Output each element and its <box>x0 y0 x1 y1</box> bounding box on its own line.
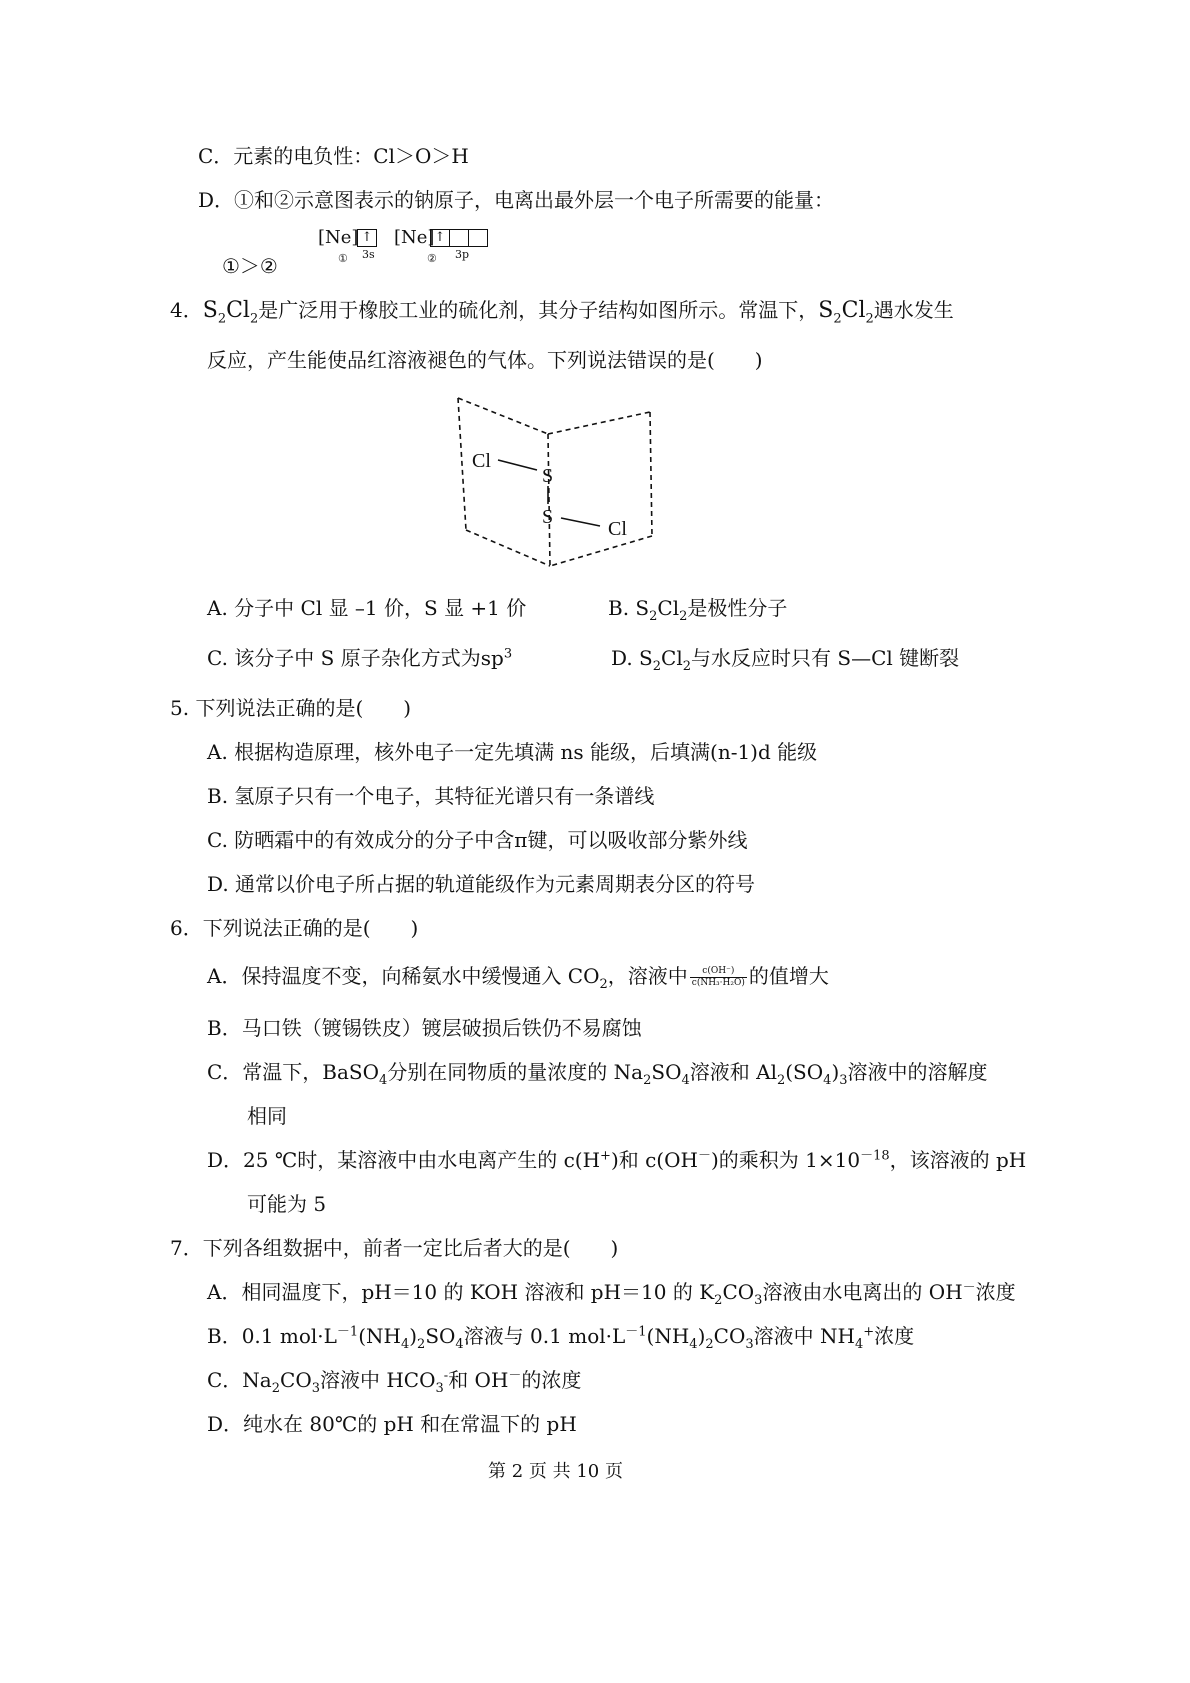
q6-option-c-line2: 相同 <box>247 1104 287 1128</box>
q7-option-b: B．0.1 $mol\cdot L^{-1}(NH_4)_2SO_4$溶液与 0.1 $mol\cdot L^{-1}(NH_4)_2CO_3$溶液中 $NH_4^+$浓度 <box>207 1324 915 1352</box>
q7-option-d: D．纯水在 80℃的 pH 和在常温下的 pH <box>207 1412 577 1436</box>
bond-s-cl-bottom <box>561 518 600 526</box>
atom-cl-right: Cl <box>608 518 627 540</box>
q5-option-c: C. 防晒霜中的有效成分的分子中含π键，可以吸收部分紫外线 <box>207 828 748 852</box>
orbital-box-3s: ↑ <box>357 229 377 247</box>
q7-option-c: C．$Na_2CO_3$溶液中 $HCO_3^-$和 OH－的浓度 <box>207 1368 582 1396</box>
q6-option-c: C．常温下，BaSO$_4$分别在同物质的量浓度的 $Na_2SO_4$溶液和 $Al_2(SO_4)_3$溶液中的溶解度 <box>207 1060 988 1088</box>
q6-option-d: D．25 ℃时，某溶液中由水电离产生的 c(H+)和 c(OH－)的乘积为 $1\times 10^{-18}$，该溶液的 pH <box>207 1148 1027 1172</box>
q6-option-a: A．保持温度不变，向稀氨水中缓慢通入 $CO_2$，溶液中 $\frac{c(OH^-)}{\text{c(NH₃·H₂O)}}$ 的值增大 <box>207 964 829 992</box>
q4-stem-line2: 反应，产生能使品红溶液褪色的气体。下列说法错误的是( ) <box>207 348 763 372</box>
s2cl2-structure-diagram <box>440 390 670 575</box>
orbital-box-3p-2 <box>449 229 469 247</box>
ne-core-1: [Ne] <box>318 227 359 248</box>
atom-cl-left: Cl <box>472 450 491 472</box>
q4-option-d: D. $S_2Cl_2$与水反应时只有 S—Cl 键断裂 <box>611 646 960 674</box>
q6-stem: 6．下列说法正确的是( ) <box>170 916 419 940</box>
bond-cl-s-top <box>498 460 537 470</box>
q7-stem: 7．下列各组数据中，前者一定比后者大的是( ) <box>170 1236 619 1260</box>
q7-option-a: A．相同温度下，pH＝10 的 KOH 溶液和 pH＝10 的 $K_2CO_3$溶液由水电离出的 OH－浓度 <box>207 1280 1016 1308</box>
plane-right-outer-edge <box>650 412 652 536</box>
orbital-box-3p-1: ↑ <box>430 229 450 247</box>
q4-option-b: B. $S_2Cl_2$是极性分子 <box>608 596 788 624</box>
atom-s-bottom: S <box>542 506 554 528</box>
label-3p: 3p <box>455 248 470 261</box>
q6-option-d-line2: 可能为 5 <box>247 1192 327 1216</box>
plane-right-top-edge <box>548 412 650 434</box>
label-3s: 3s <box>362 248 375 261</box>
q4-formula: $S_2Cl_2$ <box>202 298 259 327</box>
ne-core-2: [Ne] <box>394 227 435 248</box>
plane-left-top-edge <box>458 398 548 434</box>
q3-option-c: C．元素的电负性：Cl＞O＞H <box>198 144 469 168</box>
q5-option-b: B. 氢原子只有一个电子，其特征光谱只有一条谱线 <box>207 784 655 808</box>
circled-2: ② <box>427 252 437 265</box>
q3-d-answer: ①＞② <box>222 254 278 278</box>
plane-left-outer-edge <box>458 398 466 530</box>
atom-s-top: S <box>542 465 554 487</box>
q5-option-a: A. 根据构造原理，核外电子一定先填满 ns 能级，后填满(n-1)d 能级 <box>207 740 818 764</box>
q4-option-c: C. 该分子中 S 原子杂化方式为$sp^3$ <box>207 646 513 670</box>
q4-stem-line1: 4．$S_2Cl_2$是广泛用于橡胶工业的硫化剂，其分子结构如图所示。常温下，$S_2Cl_2$遇水发生 <box>170 298 954 327</box>
orbital-box-3p-3 <box>468 229 488 247</box>
q5-stem: 5. 下列说法正确的是( ) <box>170 696 412 720</box>
circled-1: ① <box>338 252 348 265</box>
plane-left-bottom-edge <box>466 530 550 566</box>
q3-option-d: D．①和②示意图表示的钠原子，电离出最外层一个电子所需要的能量： <box>198 188 835 212</box>
q6-fraction: $\frac{c(OH^-)}{\text{c(NH₃·H₂O)}}$ <box>691 966 745 988</box>
page-footer: 第 2 页 共 10 页 <box>488 1461 623 1482</box>
q4-number: 4． <box>170 298 203 322</box>
q4-option-a: A. 分子中 Cl 显 –1 价，S 显 +1 价 <box>207 596 527 620</box>
plane-right-bottom-edge <box>550 536 652 566</box>
q4-formula-2: $S_2Cl_2$ <box>818 298 874 327</box>
q5-option-d: D. 通常以价电子所占据的轨道能级作为元素周期表分区的符号 <box>207 872 756 896</box>
q6-option-b: B．马口铁（镀锡铁皮）镀层破损后铁仍不易腐蚀 <box>207 1016 642 1040</box>
